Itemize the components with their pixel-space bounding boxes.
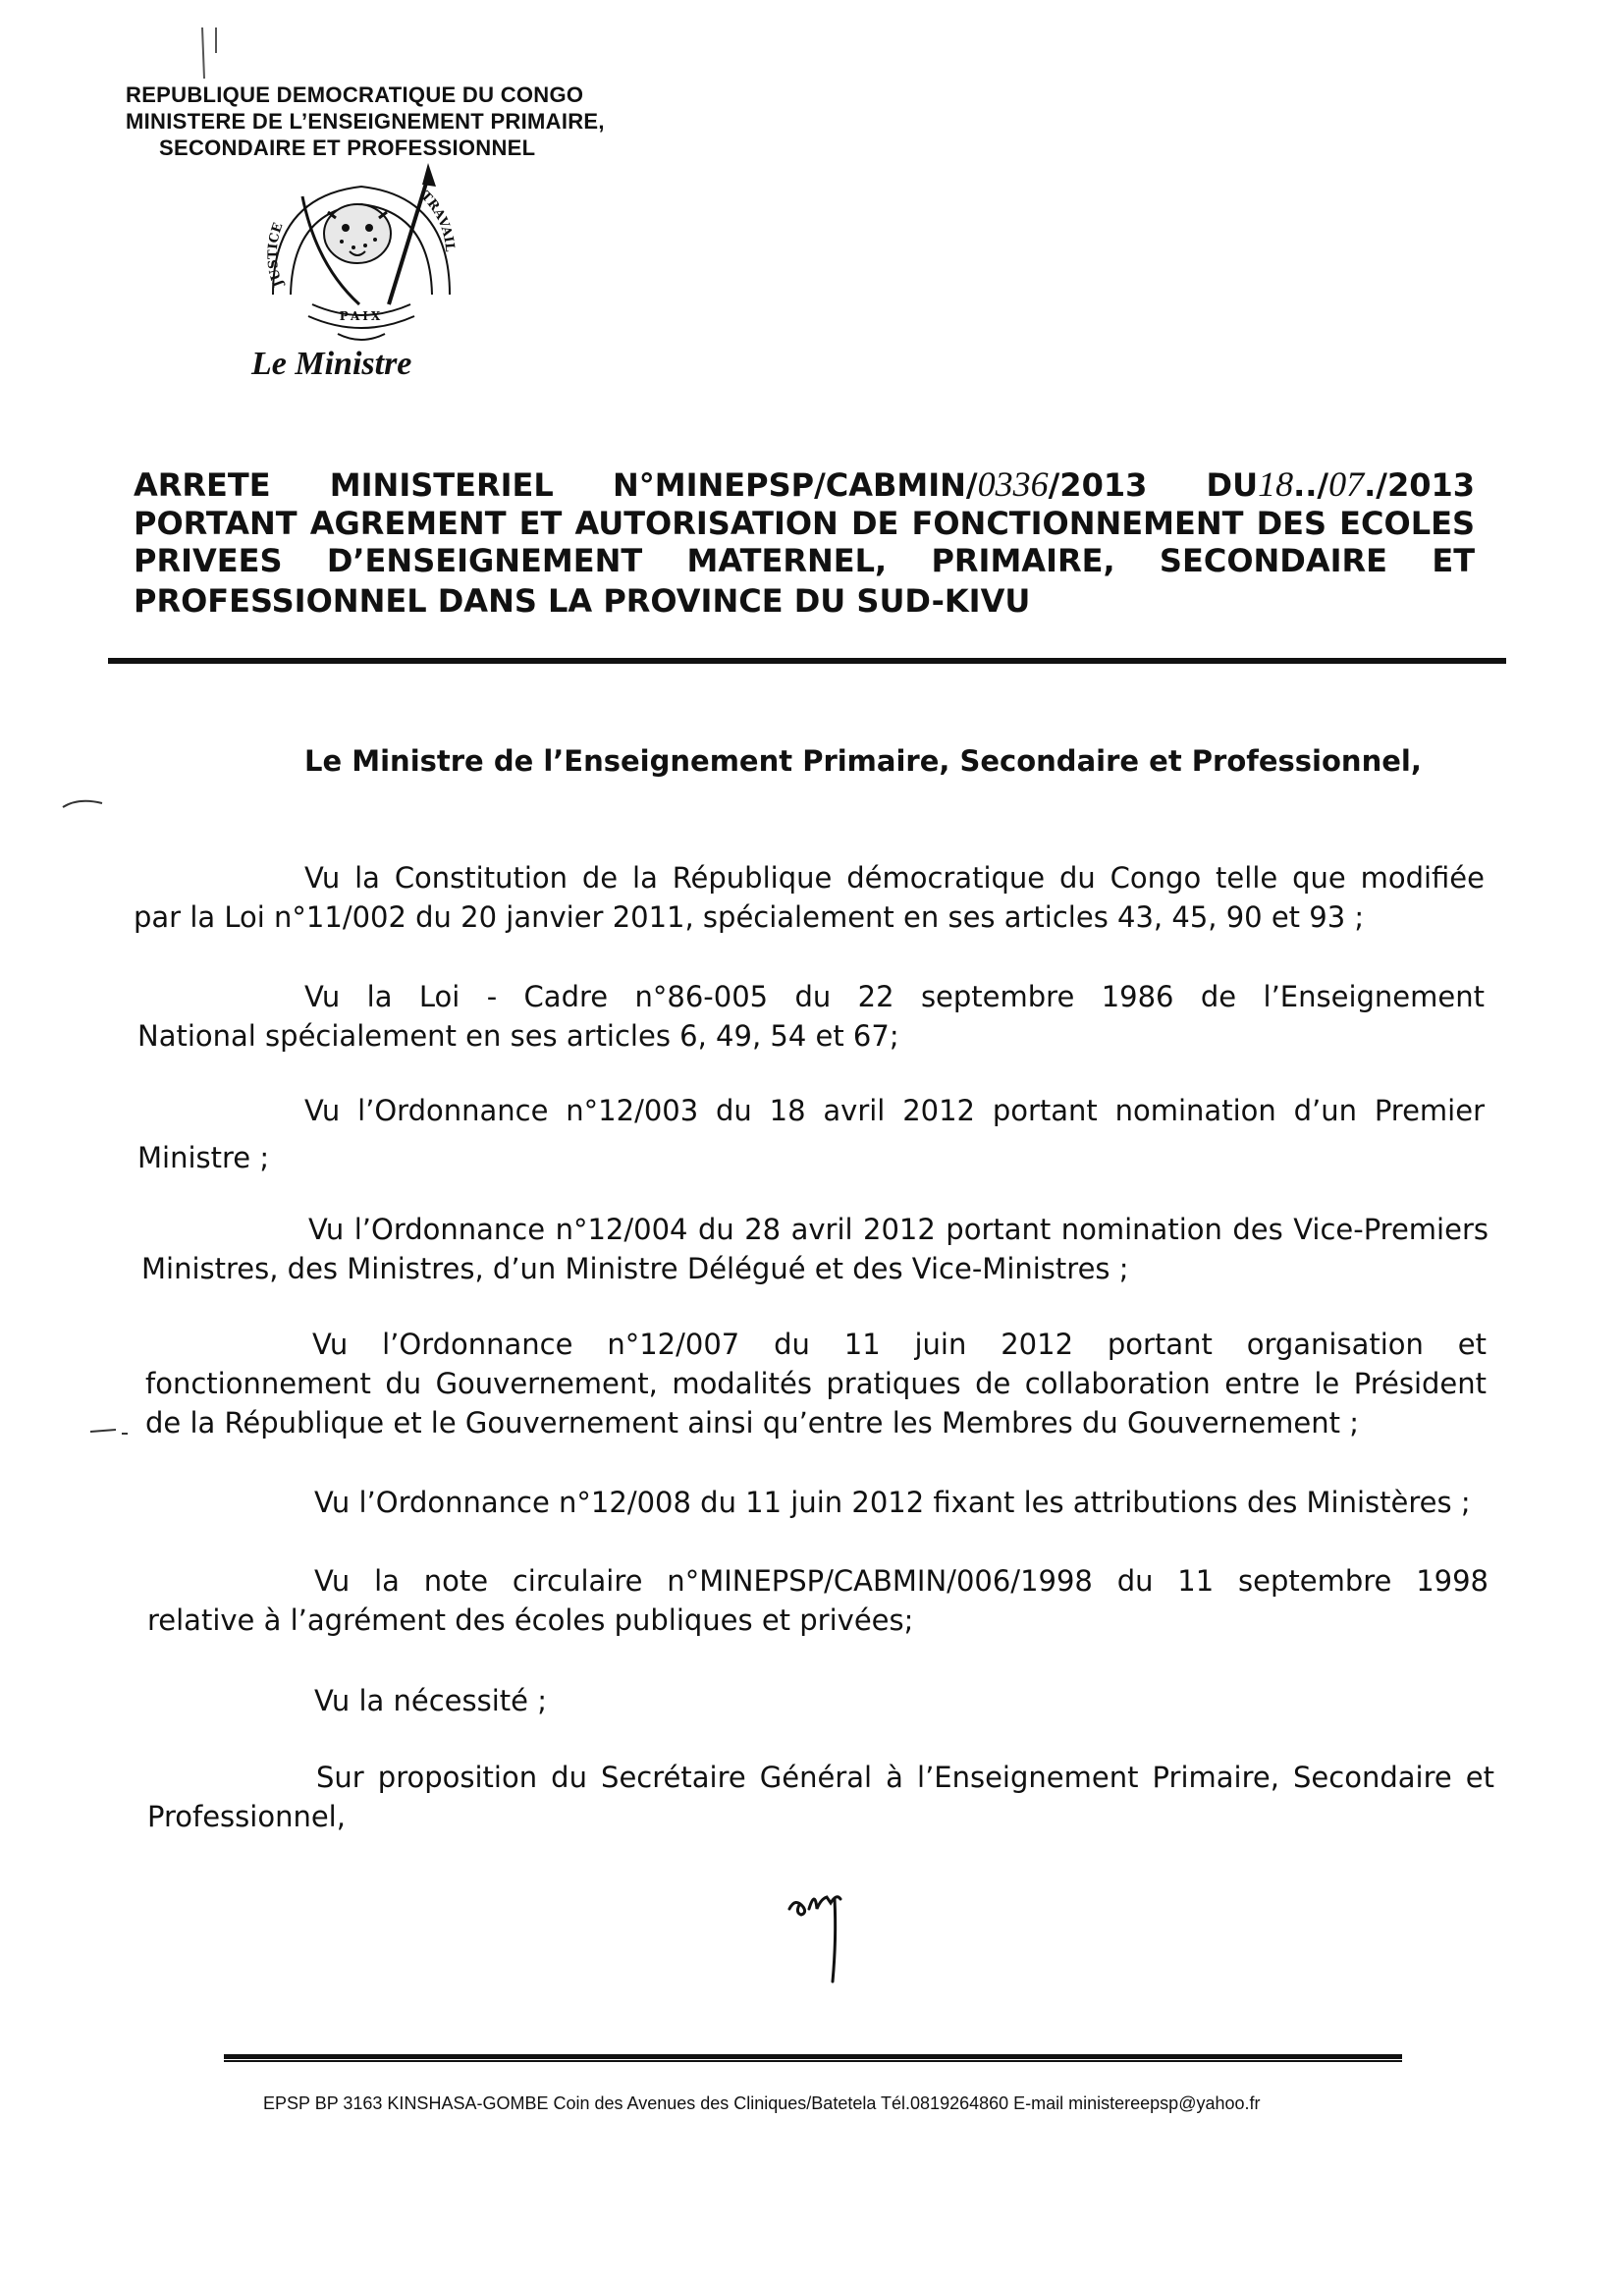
scan-artifact-mark — [59, 793, 108, 813]
title-ref-prefix: N°MINEPSP/CABMIN/ — [612, 466, 978, 504]
motto-bottom: PAIX — [339, 309, 384, 323]
title-word-arrete: ARRETE — [134, 466, 271, 504]
paragraph-ordonnance-004-line-2: Ministres, des Ministres, d’un Ministre Délégué et des Vice-Ministres ; — [141, 1252, 1129, 1285]
header-country: REPUBLIQUE DEMOCRATIQUE DU CONGO — [126, 82, 584, 107]
title-divider — [108, 658, 1506, 664]
paragraph-ordonnance-007-line-2: fonctionnement du Gouvernement, modalités pratiques de collaboration entre le Président — [145, 1367, 1487, 1400]
title-line3-word: SECONDAIRE — [1159, 542, 1388, 579]
paragraph-note-circulaire-line-1: Vu la note circulaire n°MINEPSP/CABMIN/006/1998 du 11 septembre 1998 — [314, 1564, 1489, 1598]
paragraph-ordonnance-004-line-1: Vu l’Ordonnance n°12/004 du 28 avril 2012 portant nomination des Vice-Premiers — [308, 1213, 1489, 1246]
paragraph-constitution-line-2: par la Loi n°11/002 du 20 janvier 2011, spécialement en ses articles 43, 45, 90 et 93 ; — [134, 900, 1365, 934]
svg-text:TRAVAIL — [417, 189, 457, 252]
handwritten-ref-number: 0336 — [977, 464, 1049, 504]
coat-of-arms-emblem — [244, 157, 479, 353]
title-reference — [613, 466, 1147, 504]
title-line-3 — [134, 542, 1475, 579]
title-reference-line — [134, 465, 1475, 504]
paragraph-ordonnance-008: Vu l’Ordonnance n°12/008 du 11 juin 2012 fixant les attributions des Ministères ; — [314, 1486, 1471, 1519]
footer-address: EPSP BP 3163 KINSHASA-GOMBE Coin des Avenues des Cliniques/Batetela Tél.0819264860 E-mail ministereepsp@yahoo.fr — [263, 2093, 1261, 2113]
title-line-4: PROFESSIONNEL DANS LA PROVINCE DU SUD-KIVU — [134, 582, 1031, 620]
handwritten-date-month: 07 — [1328, 464, 1365, 504]
footer-divider — [224, 2054, 1402, 2062]
title-line3-word: MATERNEL, — [686, 542, 888, 579]
minister-heading: Le Ministre de l’Enseignement Primaire, Secondaire et Professionnel, — [304, 744, 1422, 778]
paragraph-proposition-line-1: Sur proposition du Secrétaire Général à l’Enseignement Primaire, Secondaire et — [316, 1761, 1494, 1794]
paragraph-loi-cadre-line-1: Vu la Loi - Cadre n°86-005 du 22 septembre 1986 de l’Enseignement — [304, 980, 1485, 1013]
title-date-suffix: ./2013 — [1364, 466, 1475, 504]
header-ministry: MINISTERE DE L’ENSEIGNEMENT PRIMAIRE, — [126, 109, 605, 134]
scan-artifact-mark — [86, 1422, 135, 1441]
title-date-prefix: DU — [1206, 466, 1259, 504]
title-line3-word: D’ENSEIGNEMENT — [326, 542, 643, 579]
title-line3-word: PRIVEES — [134, 542, 283, 579]
motto-left: JUSTICE — [265, 220, 287, 289]
paragraph-loi-cadre-line-2: National spécialement en ses articles 6, 49, 54 et 67; — [137, 1019, 899, 1053]
paragraph-ordonnance-007-line-3: de la République et le Gouvernement ainsi qu’entre les Membres du Gouvernement ; — [145, 1406, 1360, 1440]
title-line3-word: ET — [1432, 542, 1476, 579]
paragraph-necessite: Vu la nécessité ; — [314, 1684, 547, 1717]
paragraph-note-circulaire-line-2: relative à l’agrément des écoles publiques et privées; — [147, 1603, 914, 1637]
signatory-title: Le Ministre — [251, 346, 412, 382]
title-date-sep: ../ — [1293, 466, 1329, 504]
paragraph-ordonnance-007-line-1: Vu l’Ordonnance n°12/007 du 11 juin 2012 portant organisation et — [312, 1328, 1487, 1361]
title-line3-word: PRIMAIRE, — [931, 542, 1115, 579]
paragraph-constitution-line-1: Vu la Constitution de la République démocratique du Congo telle que modifiée — [304, 861, 1485, 895]
scan-artifact-mark — [192, 24, 222, 82]
paragraph-ordonnance-003-line-2: Ministre ; — [137, 1141, 270, 1174]
handwritten-date-day: 18 — [1258, 464, 1294, 504]
motto-right: TRAVAIL — [417, 189, 458, 253]
header-ministry-continued: SECONDAIRE ET PROFESSIONNEL — [159, 136, 536, 160]
title-ref-suffix: /2013 — [1048, 466, 1148, 504]
handwritten-initials-mark — [782, 1879, 860, 1987]
title-date — [1207, 466, 1475, 504]
title-line-2: PORTANT AGREMENT ET AUTORISATION DE FONCTIONNEMENT DES ECOLES — [134, 505, 1475, 542]
paragraph-ordonnance-003-line-1: Vu l’Ordonnance n°12/003 du 18 avril 2012 portant nomination d’un Premier — [304, 1094, 1485, 1127]
svg-text:JUSTICE — [266, 221, 287, 290]
title-word-ministeriel: MINISTERIEL — [329, 466, 554, 504]
paragraph-proposition-line-2: Professionnel, — [147, 1800, 346, 1833]
leopard-head-icon — [324, 204, 391, 263]
